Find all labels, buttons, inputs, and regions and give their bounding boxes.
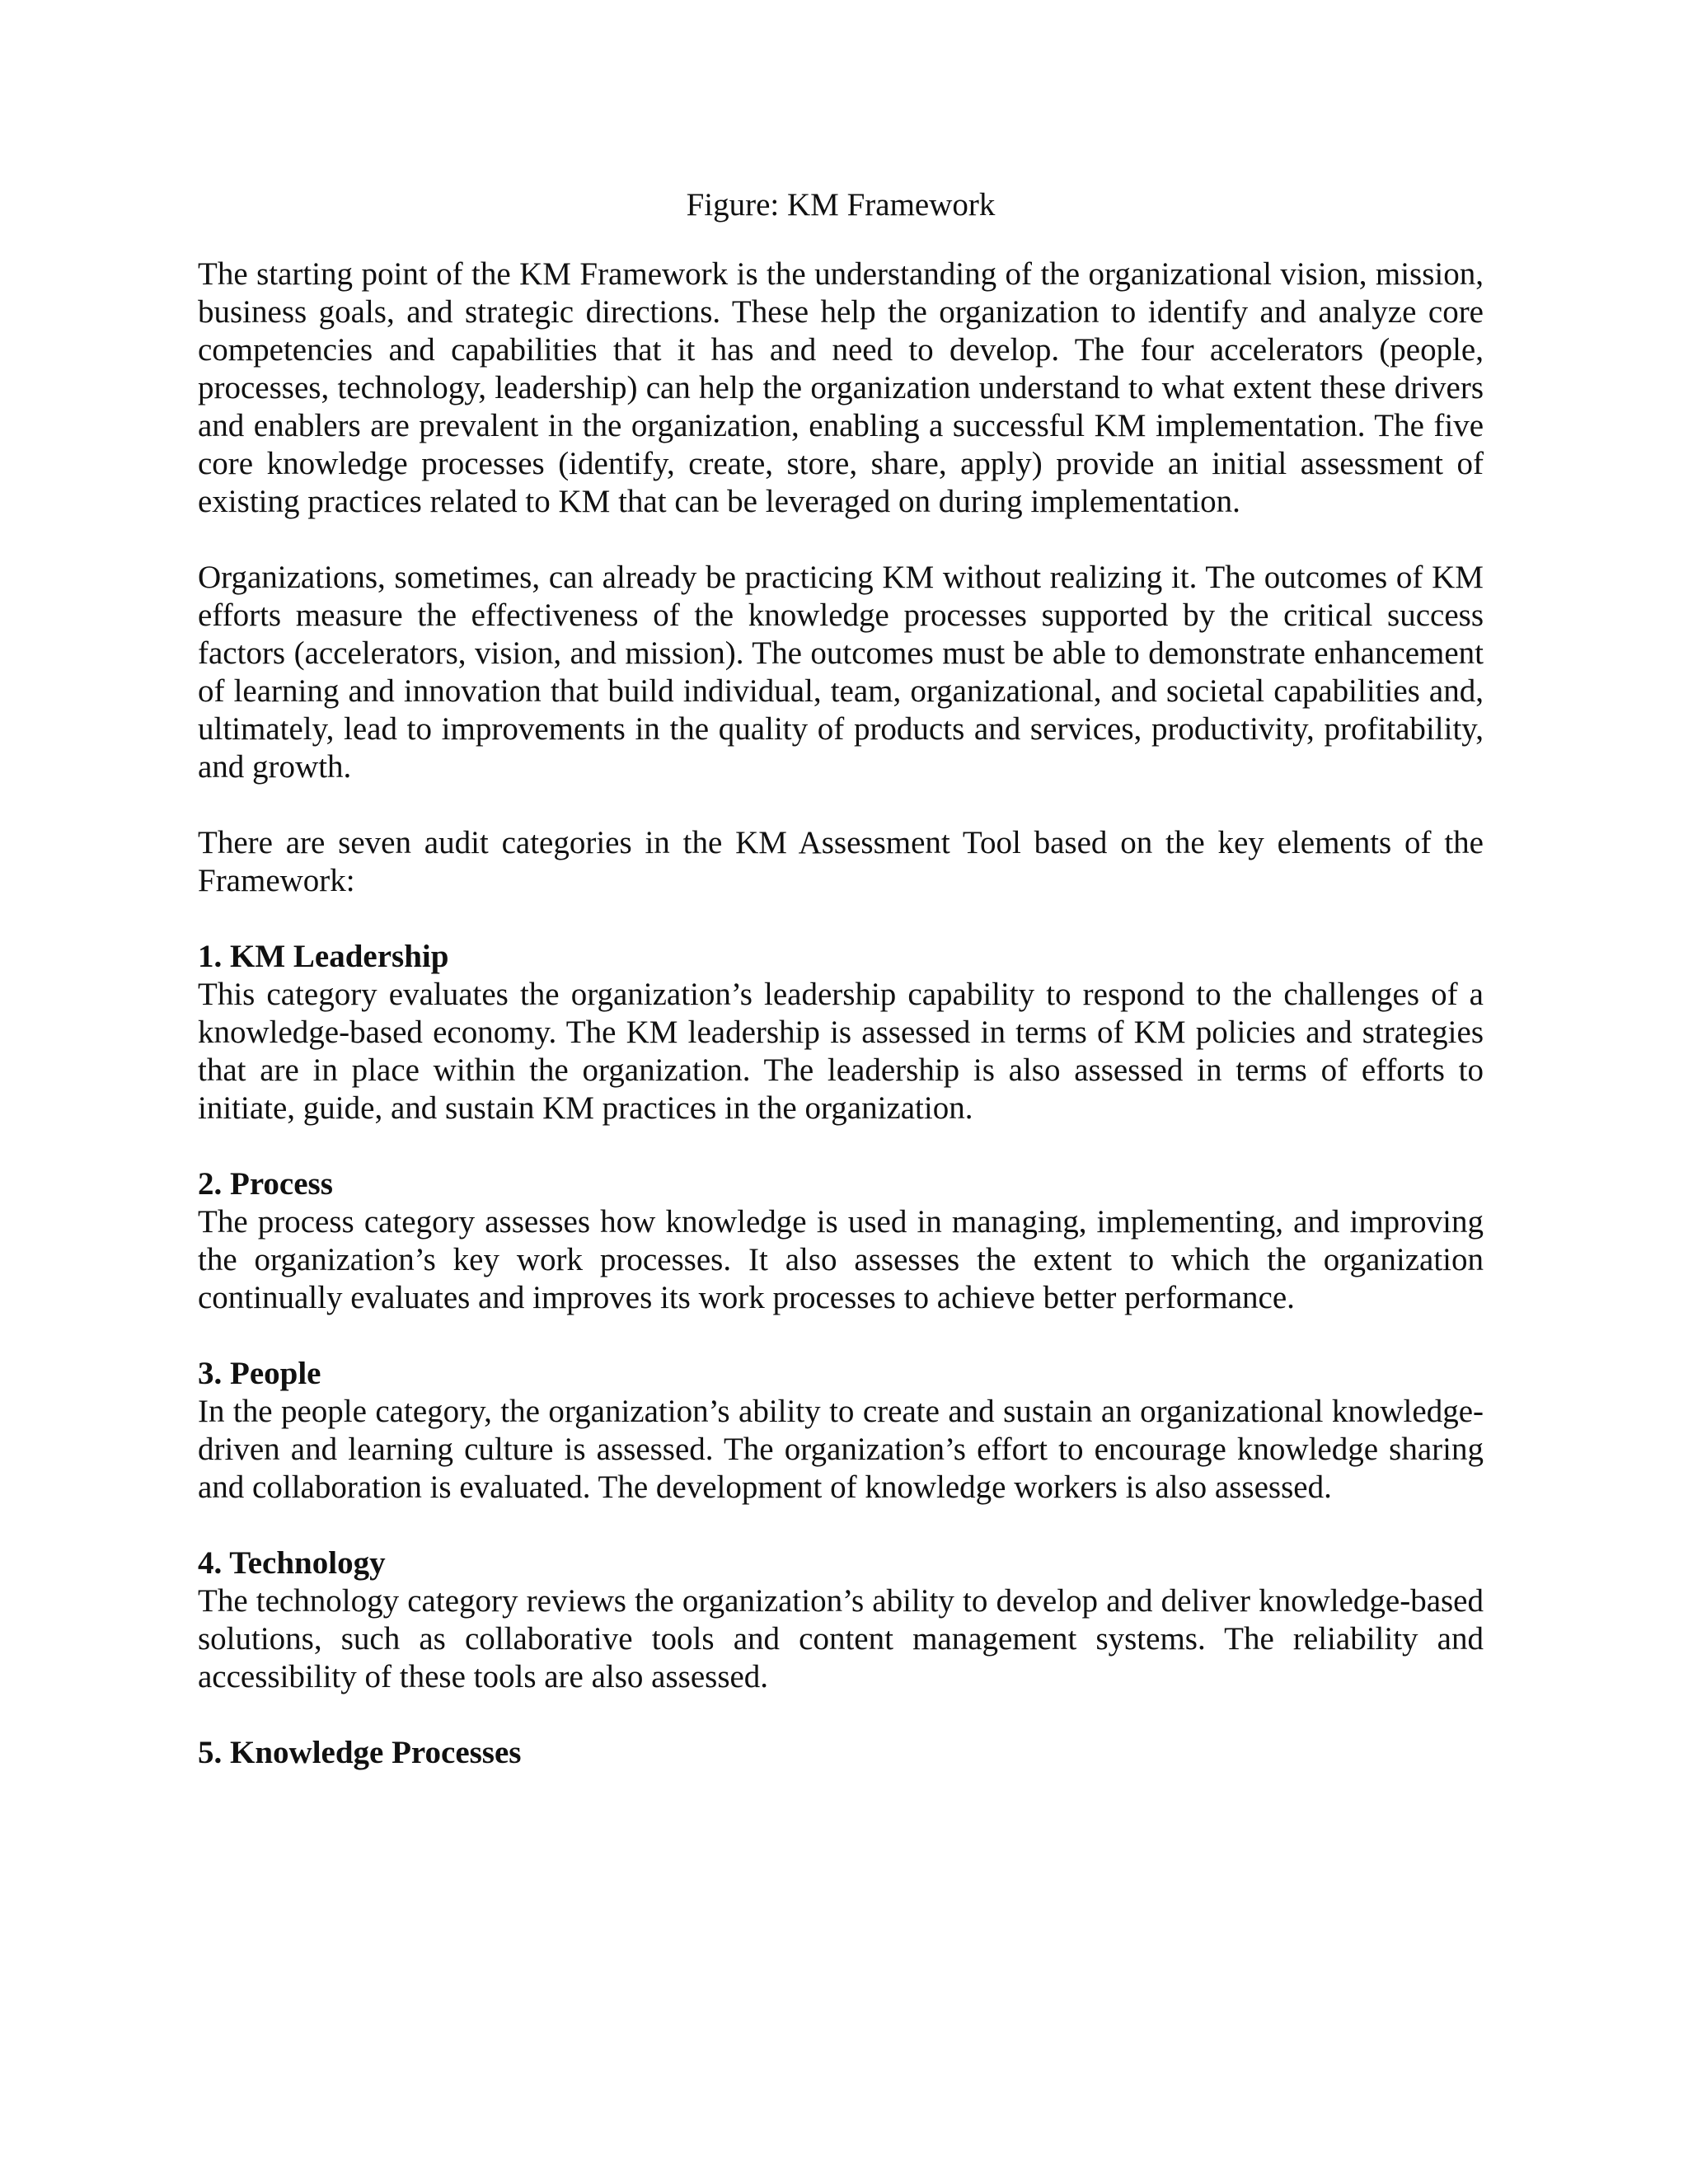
section-process [198,1165,1484,1317]
section-heading: 3. People [198,1356,321,1391]
outcomes-paragraph: Organizations, sometimes, can already be practicing KM without realizing it. The outcomes of KM efforts measure the effectiveness of the knowledge processes supported by the critical success factors (accelerators, vision, and mission). The outcomes must be able to demonstrate enhancement of learning and innovation that build individual, team, organizational, and societal capabilities and, ultimately, lead to improvements in the quality of products and services, productivity, profitability, and growth. [198,560,1484,785]
section-body: The technology category reviews the organization’s ability to develop and deliver knowledge-based solutions, such as collaborative tools and content management systems. The reliability and accessibility of these tools are also assessed. [198,1583,1484,1694]
section-heading: 1. KM Leadership [198,939,449,974]
section-body: The process category assesses how knowledge is used in managing, implementing, and improving the organization’s key work processes. It also assesses the extent to which the organization continually evaluates and improves its work processes to achieve better performance. [198,1204,1484,1315]
section-heading: 5. Knowledge Processes [198,1735,522,1770]
section-body: In the people category, the organization’s ability to create and sustain an organizational knowledge-driven and learning culture is assessed. The organization’s effort to encourage knowledge sharing and collaboration is evaluated. The development of knowledge workers is also assessed. [198,1394,1484,1505]
section-body: This category evaluates the organization’s leadership capability to respond to the challenges of a knowledge-based economy. The KM leadership is assessed in terms of KM policies and strategies that are in place within the organization. The leadership is also assessed in terms of efforts to initiate, guide, and sustain KM practices in the organization. [198,977,1484,1126]
section-technology [198,1544,1484,1696]
section-knowledge-processes [198,1734,1484,1772]
page-content [198,186,1484,1810]
intro-paragraph: The starting point of the KM Framework is the understanding of the organizational vision, mission, business goals, and strategic directions. These help the organization to identify and analyze core competencies and capabilities that it has and need to develop. The four accelerators (people, processes, technology, leadership) can help the organization understand to what extent these drivers and enablers are prevalent in the organization, enabling a successful KM implementation. The five core knowledge processes (identify, create, store, share, apply) provide an initial assessment of existing practices related to KM that can be leveraged on during implementation. [198,256,1484,519]
section-heading: 4. Technology [198,1545,386,1581]
section-people [198,1355,1484,1507]
figure-caption: Figure: KM Framework [686,187,996,223]
audit-categories-intro: There are seven audit categories in the KM Assessment Tool based on the key elements of the Framework: [198,825,1484,898]
section-km-leadership [198,938,1484,1127]
section-heading: 2. Process [198,1166,333,1202]
